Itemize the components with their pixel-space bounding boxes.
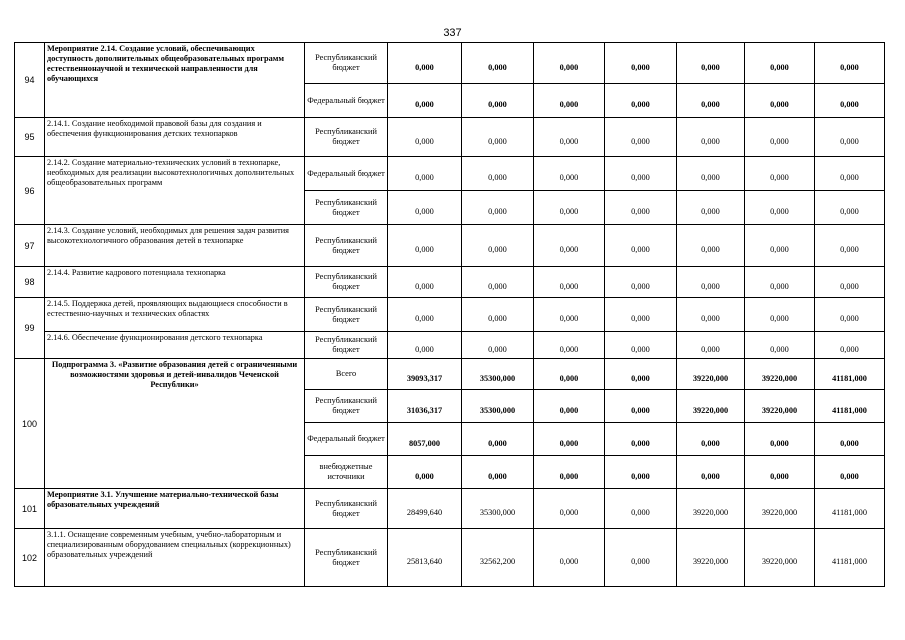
row-number: 101 bbox=[15, 489, 45, 529]
funding-source: Республиканский бюджет bbox=[305, 489, 388, 529]
amount-cell: 0,000 bbox=[605, 529, 677, 587]
amount-cell: 0,000 bbox=[388, 456, 462, 489]
activity-name: 2.14.2. Создание материально-технических условий в технопарке, необходимых для реализации высокотехнологичных дополнительных общеобразовательных программ bbox=[45, 157, 305, 225]
activity-name: 3.1.1. Оснащение современным учебным, учебно-лабораторным и специализированным оборудованием специальных (коррекционных) образовательных учреждений bbox=[45, 529, 305, 587]
amount-cell: 0,000 bbox=[534, 332, 605, 359]
amount-cell: 0,000 bbox=[815, 118, 885, 157]
amount-cell: 0,000 bbox=[677, 423, 745, 456]
amount-cell: 0,000 bbox=[534, 191, 605, 225]
amount-cell: 39220,000 bbox=[677, 489, 745, 529]
amount-cell: 0,000 bbox=[605, 118, 677, 157]
amount-cell: 0,000 bbox=[534, 489, 605, 529]
amount-cell: 0,000 bbox=[534, 43, 605, 84]
amount-cell: 0,000 bbox=[534, 456, 605, 489]
funding-source: внебюджетные источники bbox=[305, 456, 388, 489]
amount-cell: 0,000 bbox=[745, 423, 815, 456]
funding-source: Республиканский бюджет bbox=[305, 118, 388, 157]
budget-table bbox=[14, 42, 885, 587]
amount-cell: 0,000 bbox=[815, 191, 885, 225]
funding-source: Республиканский бюджет bbox=[305, 390, 388, 423]
funding-source: Республиканский бюджет bbox=[305, 298, 388, 332]
amount-cell: 0,000 bbox=[388, 157, 462, 191]
amount-cell: 0,000 bbox=[815, 225, 885, 267]
amount-cell: 0,000 bbox=[745, 298, 815, 332]
amount-cell: 0,000 bbox=[605, 298, 677, 332]
amount-cell: 0,000 bbox=[745, 456, 815, 489]
amount-cell: 0,000 bbox=[388, 332, 462, 359]
amount-cell: 0,000 bbox=[815, 332, 885, 359]
amount-cell: 0,000 bbox=[534, 529, 605, 587]
table-row bbox=[15, 298, 885, 332]
amount-cell: 0,000 bbox=[388, 191, 462, 225]
table-row bbox=[15, 43, 885, 84]
amount-cell: 39220,000 bbox=[745, 489, 815, 529]
amount-cell: 0,000 bbox=[605, 390, 677, 423]
amount-cell: 0,000 bbox=[388, 267, 462, 298]
activity-name: 2.14.6. Обеспечение функционирования детского технопарка bbox=[45, 332, 305, 359]
table-row bbox=[15, 529, 885, 587]
amount-cell: 0,000 bbox=[388, 225, 462, 267]
row-number: 102 bbox=[15, 529, 45, 587]
amount-cell: 0,000 bbox=[677, 456, 745, 489]
amount-cell: 0,000 bbox=[745, 225, 815, 267]
amount-cell: 0,000 bbox=[388, 298, 462, 332]
amount-cell: 31036,317 bbox=[388, 390, 462, 423]
amount-cell: 0,000 bbox=[462, 84, 534, 118]
amount-cell: 0,000 bbox=[534, 390, 605, 423]
amount-cell: 0,000 bbox=[534, 267, 605, 298]
page-number: 337 bbox=[443, 27, 462, 39]
table-row bbox=[15, 225, 885, 267]
funding-source: Республиканский бюджет bbox=[305, 529, 388, 587]
amount-cell: 0,000 bbox=[815, 43, 885, 84]
amount-cell: 35300,000 bbox=[462, 390, 534, 423]
activity-name: Мероприятие 3.1. Улучшение материально-технической базы образовательных учреждений bbox=[45, 489, 305, 529]
amount-cell: 39220,000 bbox=[745, 359, 815, 390]
amount-cell: 0,000 bbox=[462, 423, 534, 456]
amount-cell: 0,000 bbox=[534, 118, 605, 157]
amount-cell: 0,000 bbox=[462, 43, 534, 84]
amount-cell: 0,000 bbox=[605, 84, 677, 118]
amount-cell: 0,000 bbox=[745, 118, 815, 157]
amount-cell: 0,000 bbox=[815, 298, 885, 332]
amount-cell: 0,000 bbox=[605, 225, 677, 267]
amount-cell: 39220,000 bbox=[677, 359, 745, 390]
funding-source: Республиканский бюджет bbox=[305, 43, 388, 84]
activity-name: 2.14.5. Поддержка детей, проявляющих выдающиеся способности в естественно-научных и технических областях bbox=[45, 298, 305, 332]
amount-cell: 0,000 bbox=[605, 489, 677, 529]
row-number: 97 bbox=[15, 225, 45, 267]
amount-cell: 0,000 bbox=[534, 359, 605, 390]
amount-cell: 0,000 bbox=[462, 157, 534, 191]
amount-cell: 0,000 bbox=[815, 267, 885, 298]
activity-name: 2.14.4. Развитие кадрового потенциала технопарка bbox=[45, 267, 305, 298]
amount-cell: 28499,640 bbox=[388, 489, 462, 529]
amount-cell: 39220,000 bbox=[745, 390, 815, 423]
amount-cell: 0,000 bbox=[677, 267, 745, 298]
table-row bbox=[15, 118, 885, 157]
amount-cell: 0,000 bbox=[462, 332, 534, 359]
amount-cell: 0,000 bbox=[605, 359, 677, 390]
funding-source: Федеральный бюджет bbox=[305, 157, 388, 191]
amount-cell: 39220,000 bbox=[677, 390, 745, 423]
amount-cell: 0,000 bbox=[677, 157, 745, 191]
amount-cell: 0,000 bbox=[462, 456, 534, 489]
amount-cell: 0,000 bbox=[605, 191, 677, 225]
amount-cell: 0,000 bbox=[745, 84, 815, 118]
row-number: 100 bbox=[15, 359, 45, 489]
amount-cell: 0,000 bbox=[462, 118, 534, 157]
amount-cell: 0,000 bbox=[605, 423, 677, 456]
amount-cell: 8057,000 bbox=[388, 423, 462, 456]
amount-cell: 0,000 bbox=[462, 298, 534, 332]
amount-cell: 0,000 bbox=[815, 423, 885, 456]
amount-cell: 0,000 bbox=[462, 267, 534, 298]
amount-cell: 0,000 bbox=[605, 157, 677, 191]
amount-cell: 0,000 bbox=[534, 298, 605, 332]
funding-source: Республиканский бюджет bbox=[305, 267, 388, 298]
amount-cell: 0,000 bbox=[534, 423, 605, 456]
amount-cell: 0,000 bbox=[815, 456, 885, 489]
table-row bbox=[15, 489, 885, 529]
amount-cell: 0,000 bbox=[462, 225, 534, 267]
table-row bbox=[15, 332, 885, 359]
amount-cell: 0,000 bbox=[462, 191, 534, 225]
amount-cell: 35300,000 bbox=[462, 489, 534, 529]
amount-cell: 32562,200 bbox=[462, 529, 534, 587]
row-number: 94 bbox=[15, 43, 45, 118]
amount-cell: 0,000 bbox=[388, 43, 462, 84]
amount-cell: 0,000 bbox=[745, 191, 815, 225]
amount-cell: 0,000 bbox=[677, 298, 745, 332]
amount-cell: 0,000 bbox=[677, 43, 745, 84]
amount-cell: 0,000 bbox=[745, 267, 815, 298]
activity-name: Мероприятие 2.14. Создание условий, обеспечивающих доступность дополнительных общеобразовательных программ естественнонаучной и технической направленности для обучающихся bbox=[45, 43, 305, 118]
amount-cell: 35300,000 bbox=[462, 359, 534, 390]
row-number: 99 bbox=[15, 298, 45, 359]
row-number: 95 bbox=[15, 118, 45, 157]
amount-cell: 0,000 bbox=[745, 157, 815, 191]
amount-cell: 0,000 bbox=[745, 43, 815, 84]
funding-source: Республиканский бюджет bbox=[305, 225, 388, 267]
amount-cell: 0,000 bbox=[815, 157, 885, 191]
amount-cell: 0,000 bbox=[388, 84, 462, 118]
amount-cell: 0,000 bbox=[605, 43, 677, 84]
amount-cell: 0,000 bbox=[605, 267, 677, 298]
amount-cell: 0,000 bbox=[605, 456, 677, 489]
amount-cell: 41181,000 bbox=[815, 529, 885, 587]
amount-cell: 0,000 bbox=[677, 118, 745, 157]
amount-cell: 0,000 bbox=[745, 332, 815, 359]
row-number: 98 bbox=[15, 267, 45, 298]
amount-cell: 39093,317 bbox=[388, 359, 462, 390]
funding-source: Республиканский бюджет bbox=[305, 191, 388, 225]
table-row bbox=[15, 267, 885, 298]
amount-cell: 0,000 bbox=[677, 332, 745, 359]
amount-cell: 0,000 bbox=[677, 191, 745, 225]
amount-cell: 0,000 bbox=[534, 84, 605, 118]
funding-source: Федеральный бюджет bbox=[305, 84, 388, 118]
funding-source: Республиканский бюджет bbox=[305, 332, 388, 359]
activity-name: 2.14.3. Создание условий, необходимых для решения задач развития высокотехнологичного образования детей в технопарке bbox=[45, 225, 305, 267]
amount-cell: 41181,000 bbox=[815, 390, 885, 423]
amount-cell: 0,000 bbox=[534, 157, 605, 191]
amount-cell: 0,000 bbox=[815, 84, 885, 118]
activity-name: 2.14.1. Создание необходимой правовой базы для создания и обеспечения функционирования детских технопарков bbox=[45, 118, 305, 157]
table-row bbox=[15, 157, 885, 191]
amount-cell: 0,000 bbox=[605, 332, 677, 359]
funding-source: Федеральный бюджет bbox=[305, 423, 388, 456]
funding-source: Всего bbox=[305, 359, 388, 390]
amount-cell: 39220,000 bbox=[677, 529, 745, 587]
amount-cell: 25813,640 bbox=[388, 529, 462, 587]
amount-cell: 39220,000 bbox=[745, 529, 815, 587]
amount-cell: 41181,000 bbox=[815, 489, 885, 529]
amount-cell: 0,000 bbox=[677, 84, 745, 118]
activity-name: Подпрограмма 3. «Развитие образования детей с ограниченными возможностями здоровья и детей-инвалидов Чеченской Республики» bbox=[45, 359, 305, 489]
amount-cell: 0,000 bbox=[677, 225, 745, 267]
amount-cell: 0,000 bbox=[388, 118, 462, 157]
row-number: 96 bbox=[15, 157, 45, 225]
amount-cell: 41181,000 bbox=[815, 359, 885, 390]
table-row bbox=[15, 359, 885, 390]
amount-cell: 0,000 bbox=[534, 225, 605, 267]
